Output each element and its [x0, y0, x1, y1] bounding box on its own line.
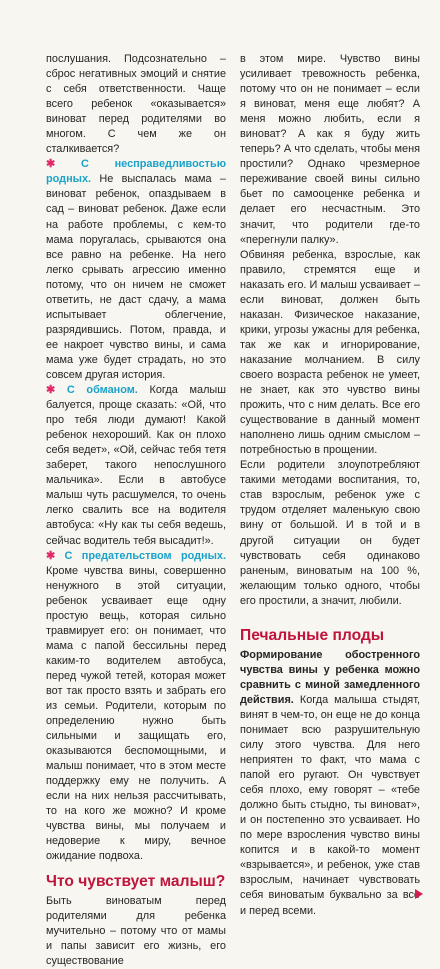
item-deception-lead: С обманом.	[66, 384, 138, 397]
bullet-icon: ✱	[46, 549, 56, 562]
spacer	[240, 609, 420, 619]
section-heading-fruits: Печальные плоды	[240, 626, 385, 644]
right-paragraph-4-lead: Формирование обостренного чувства вины у ребенка можно сравнить с миной замедленного действия.	[240, 648, 420, 706]
continue-arrow-icon	[415, 889, 423, 899]
right-paragraph-4	[240, 648, 420, 919]
item-deception	[46, 383, 226, 549]
right-paragraph-3: Если родители злоупотребляют такими методами воспитания, то, став взрослым, ребенок уже с трудом отделяет маленькую свою вину от большой. И в той и в другой ситуации он будет чувствовать себя одинаково раненым, виноватым на 100 %, желающим только одного, чтобы его простили, а значит, любили.	[240, 459, 420, 607]
item-deception-text: Когда малыш балуется, проще сказать: «Ой, что про тебя люди думают! Какой ребенок нехороший. Как он плохо себя ведет», «Ой, сейчас тебя тетя заберет, такого непослушного мальчика». Если в автобусе малыш чуть расшумелся, то очень легко свалить все на водителя автобуса: «Ну как ты себя ведешь, сейчас водитель тебя высадит!».	[46, 384, 226, 547]
feelings-paragraph: Быть виноватым перед родителями для ребенка мучительно – потому что от мамы и папы зависит его жизнь, его существование	[46, 894, 226, 967]
item-betrayal-text: Кроме чувства вины, совершенно ненужного в этой ситуации, ребенок усваивает еще одну простую вещь, которая сильно травмирует его: он понимает, что мама с папой бессильны перед каким-то водителем автобуса, перед чужой тетей, которая может вот так просто взять и забрать его из семьи. Родители, которым по определению нужно быть сильными и защищать его, оказываются беспомощными, и малыш понимает, что в этом месте поддержку ему не получить. А если на них нельзя рассчитывать, то на кого же можно? И кроме чувства вины, мы получаем и недоверие к миру, вечное ожидание подвоха.	[46, 564, 226, 863]
item-betrayal-lead: С предательством родных.	[64, 549, 226, 562]
section-heading-feelings: Что чувствует малыш?	[46, 872, 226, 890]
item-injustice-text: Не выспалась мама – виноват ребенок, опаздываем в сад – виноват ребенок. Даже если на работе проблемы, с кем-то мама поругалась, срываются она все равно на ребенке. На него легко срывать агрессию именно потому, что он ничем не сможет ответить, не даст сдачу, а мама испытывает облегчение, разрядившись. Потом, правда, и ее накроет чувство вины, и сама мама уже будет страдать, но это совсем другая история.	[46, 173, 226, 381]
left-column	[46, 52, 227, 967]
bullet-icon: ✱	[46, 158, 56, 171]
intro-paragraph: послушания. Подсознательно – сброс негативных эмоций и снятие с себя ответственности. Чаще всего ребенок «оказывается» виноват перед родителями во многом. С чем же он сталкивается?	[46, 53, 226, 156]
item-injustice	[46, 157, 226, 383]
bullet-icon: ✱	[46, 384, 56, 397]
right-column	[240, 52, 420, 941]
right-paragraph-1: в этом мире. Чувство вины усиливает тревожность ребенка, потому что он не понимает – если я виноват, меня еще любят? А меня можно любить, если я виноват? А как я буду жить теперь? А что сделать, чтобы меня простили? Однако чрезмерное переживание своей вины сильно бьет по самооценке ребенка и делает его несчастным. Это значит, что родители где-то «перегнули палку».	[240, 53, 420, 246]
item-injustice-lead: С несправедливостью родных.	[46, 158, 227, 186]
item-betrayal	[46, 549, 226, 865]
right-paragraph-4-text: Когда малыша стыдят, винят в чем-то, он еще не до конца понимает всю разрушительную силу этого чувства. Для него неприятен то факт, что мама с папой его ругают. Он чувствует себя плохо, ему говорят – «тебе должно быть стыдно, ты виноват», и он постепенно это усваивает. Но по мере взросления чувство вины копится и в какой-то момент «взрывается», и ребенок, уже став взрослым, начинает чувствовать себя виноватым буквально за все и перед всеми.	[240, 693, 420, 917]
right-paragraph-2: Обвиняя ребенка, взрослые, как правило, стремятся еще и наказать его. И малыш усваивает – если виноват, должен быть наказан. Физическое наказание, крики, угрозы ужасны для ребенка, так же как и игнорирование, наказание молчанием. В силу своего возраста ребенок не умеет, не знает, как это чувство вины прожить, что с ним делать. Все его существование в данный момент наполнено лишь одним смыслом – потребностью в прощении.	[240, 248, 420, 457]
